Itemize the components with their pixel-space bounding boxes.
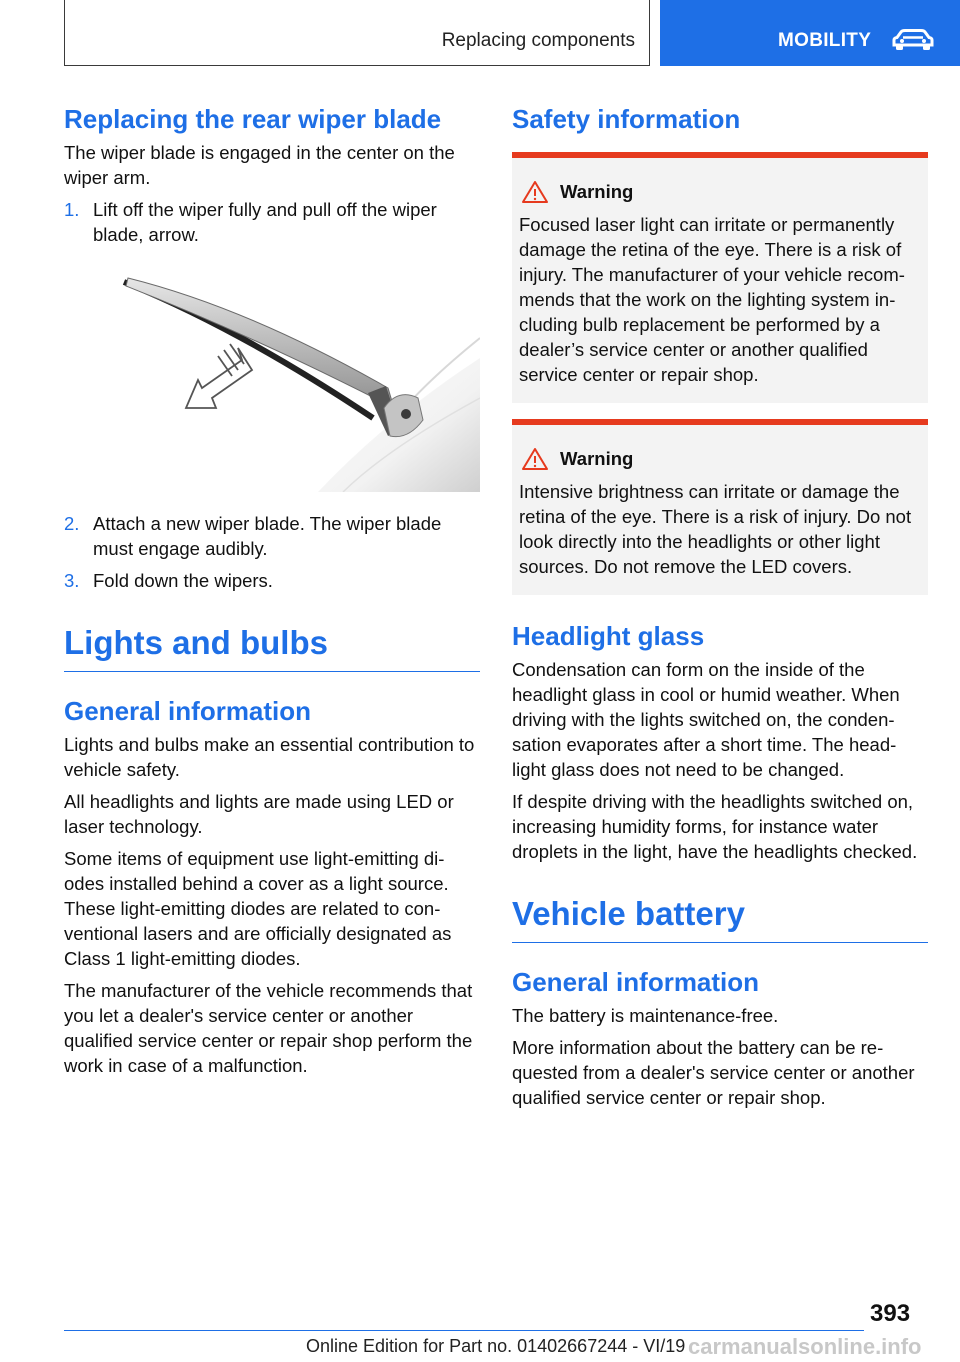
left-column <box>64 104 480 1085</box>
warning-text: Focused laser light can irritate or permanently damage the retina of the eye. There is a risk of injury. The manufacturer of your vehicle recom‐mends that the work on the lighting system in‐cluding bulb replacement be performed by a dealer’s service center or another qualified service center or repair shop. <box>519 214 905 385</box>
step-number: 2. <box>64 513 80 534</box>
page-number: 393 <box>870 1300 911 1327</box>
headlight-paragraph: Condensation can form on the inside of the headlight glass in cool or humid weather. When driving with the lights switched on, the conden‐sation evaporates after a short time. The head‐light glass does not need to be changed. <box>512 659 900 780</box>
warning-text: Intensive brightness can irritate or damage the retina of the eye. There is a risk of injury. Do not look directly into the headlights or other light sources. Do not remove the LED covers. <box>519 481 912 577</box>
wiper-blade-illustration <box>88 268 480 492</box>
warning-header <box>519 447 922 471</box>
warning-title: Warning <box>560 181 634 202</box>
lights-title: Lights and bulbs <box>64 623 480 672</box>
battery-general-heading: General information <box>512 967 760 997</box>
wiper-heading: Replacing the rear wiper blade <box>64 104 442 134</box>
watermark: carmanualsonline.info <box>688 1334 922 1359</box>
wiper-intro: The wiper blade is engaged in the center on the wiper arm. <box>64 142 455 188</box>
warning-box <box>512 152 928 403</box>
right-column <box>512 104 928 1117</box>
lights-paragraph: Some items of equipment use light-emitting di‐odes installed behind a cover as a light source. These light-emitting diodes are related to con‐ventional lasers and are officially designated as Class 1 light-emitting diodes. <box>64 848 452 969</box>
step-number: 3. <box>64 570 80 591</box>
warning-box <box>512 419 928 595</box>
wiper-step-1 <box>64 197 480 247</box>
car-icon <box>890 28 936 52</box>
battery-paragraph: The battery is maintenance-free. <box>512 1005 779 1026</box>
step-text: Fold down the wipers. <box>93 570 273 591</box>
step-text: Attach a new wiper blade. The wiper blade must engage audibly. <box>93 513 442 559</box>
warning-header <box>519 180 922 204</box>
warning-triangle-icon <box>521 180 549 204</box>
header-mobility-tab[interactable] <box>660 0 960 66</box>
headlight-paragraph: If despite driving with the headlights switched on, increasing humidity forms, for instance water droplets in the light, have the headlights checked. <box>512 791 918 862</box>
battery-title: Vehicle battery <box>512 894 928 943</box>
header-tab-label: MOBILITY <box>778 30 872 51</box>
safety-heading: Safety information <box>512 104 741 134</box>
footer-edition: Online Edition for Part no. 01402667244 - VI/19 <box>306 1336 686 1356</box>
headlight-heading: Headlight glass <box>512 621 705 651</box>
step-text: Lift off the wiper fully and pull off the wiper blade, arrow. <box>93 199 437 245</box>
header-section-box <box>64 0 650 66</box>
lights-paragraph: All headlights and lights are made using LED or laser technology. <box>64 791 454 837</box>
battery-paragraph: More information about the battery can be re‐quested from a dealer's service center or another qualified service center or repair shop. <box>512 1037 915 1108</box>
footer-divider <box>64 1330 864 1331</box>
warning-triangle-icon <box>521 447 549 471</box>
wiper-step-3 <box>64 568 480 593</box>
lights-paragraph: Lights and bulbs make an essential contribution to vehicle safety. <box>64 734 475 780</box>
wiper-step-2 <box>64 511 480 561</box>
lights-paragraph: The manufacturer of the vehicle recommends that you let a dealer's service center or another qualified service center or repair shop perform the work in case of a malfunction. <box>64 980 473 1076</box>
lights-general-heading: General information <box>64 696 312 726</box>
header-section-title: Replacing components <box>441 30 635 51</box>
warning-title: Warning <box>560 448 634 469</box>
step-number: 1. <box>64 199 80 220</box>
